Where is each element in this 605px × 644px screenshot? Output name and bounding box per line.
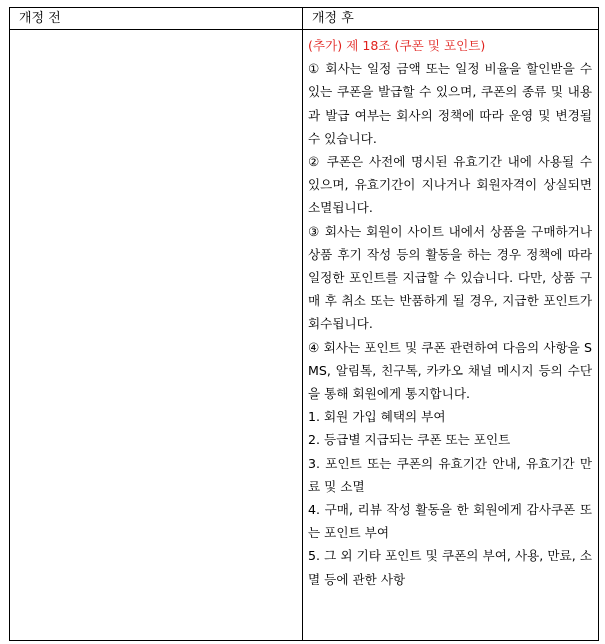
header-after-cell xyxy=(303,8,599,30)
list-item-2: 2. 등급별 지급되는 쿠폰 또는 포인트 xyxy=(308,432,511,448)
added-article-title: (추가) 제 18조 (쿠폰 및 포인트) xyxy=(308,38,486,53)
clause-4: ④ 회사는 포인트 및 쿠폰 관련하여 다음의 사항을 SMS, 알림톡, 친구톡, 카카오 채널 메시지 등의 수단을 통해 회원에게 통지합니다. xyxy=(308,339,592,402)
body-row xyxy=(10,30,599,641)
after-content xyxy=(303,30,598,591)
header-row xyxy=(10,8,599,30)
header-before-label: 개정 전 xyxy=(19,11,61,26)
before-content xyxy=(10,30,302,34)
revision-comparison-table xyxy=(9,7,599,641)
list-item-5: 5. 그 외 기타 포인트 및 쿠폰의 부여, 사용, 만료, 소멸 등에 관한 사항 xyxy=(308,548,592,587)
header-before-cell xyxy=(10,8,303,30)
header-after-label: 개정 후 xyxy=(312,11,354,26)
clause-2: ② 쿠폰은 사전에 명시된 유효기간 내에 사용될 수 있으며, 유효기간이 지나거나 회원자격이 상실되면 소멸됩니다. xyxy=(308,154,592,216)
list-item-4: 4. 구매, 리뷰 작성 활동을 한 회원에게 감사쿠폰 또는 포인트 부여 xyxy=(308,502,592,541)
after-content-cell xyxy=(303,30,599,641)
list-item-1: 1. 회원 가입 혜택의 부여 xyxy=(308,409,446,425)
clause-3: ③ 회사는 회원이 사이트 내에서 상품을 구매하거나 상품 후기 작성 등의 활동을 하는 경우 정책에 따라 일정한 포인트를 지급할 수 있습니다. 다만, 상품 구매 후 취소 또는 반품하게 될 경우, 지급한 포인트가 회수됩니다. xyxy=(308,223,592,332)
list-item-3: 3. 포인트 또는 쿠폰의 유효기간 안내, 유효기간 만료 및 소멸 xyxy=(308,455,592,494)
clause-1: ① 회사는 일정 금액 또는 일정 비율을 할인받을 수 있는 쿠폰을 발급할 수 있으며, 쿠폰의 종류 및 내용과 발급 여부는 회사의 정책에 따라 운영 및 변경될 수 있습니다. xyxy=(308,61,592,146)
before-content-cell xyxy=(10,30,303,641)
